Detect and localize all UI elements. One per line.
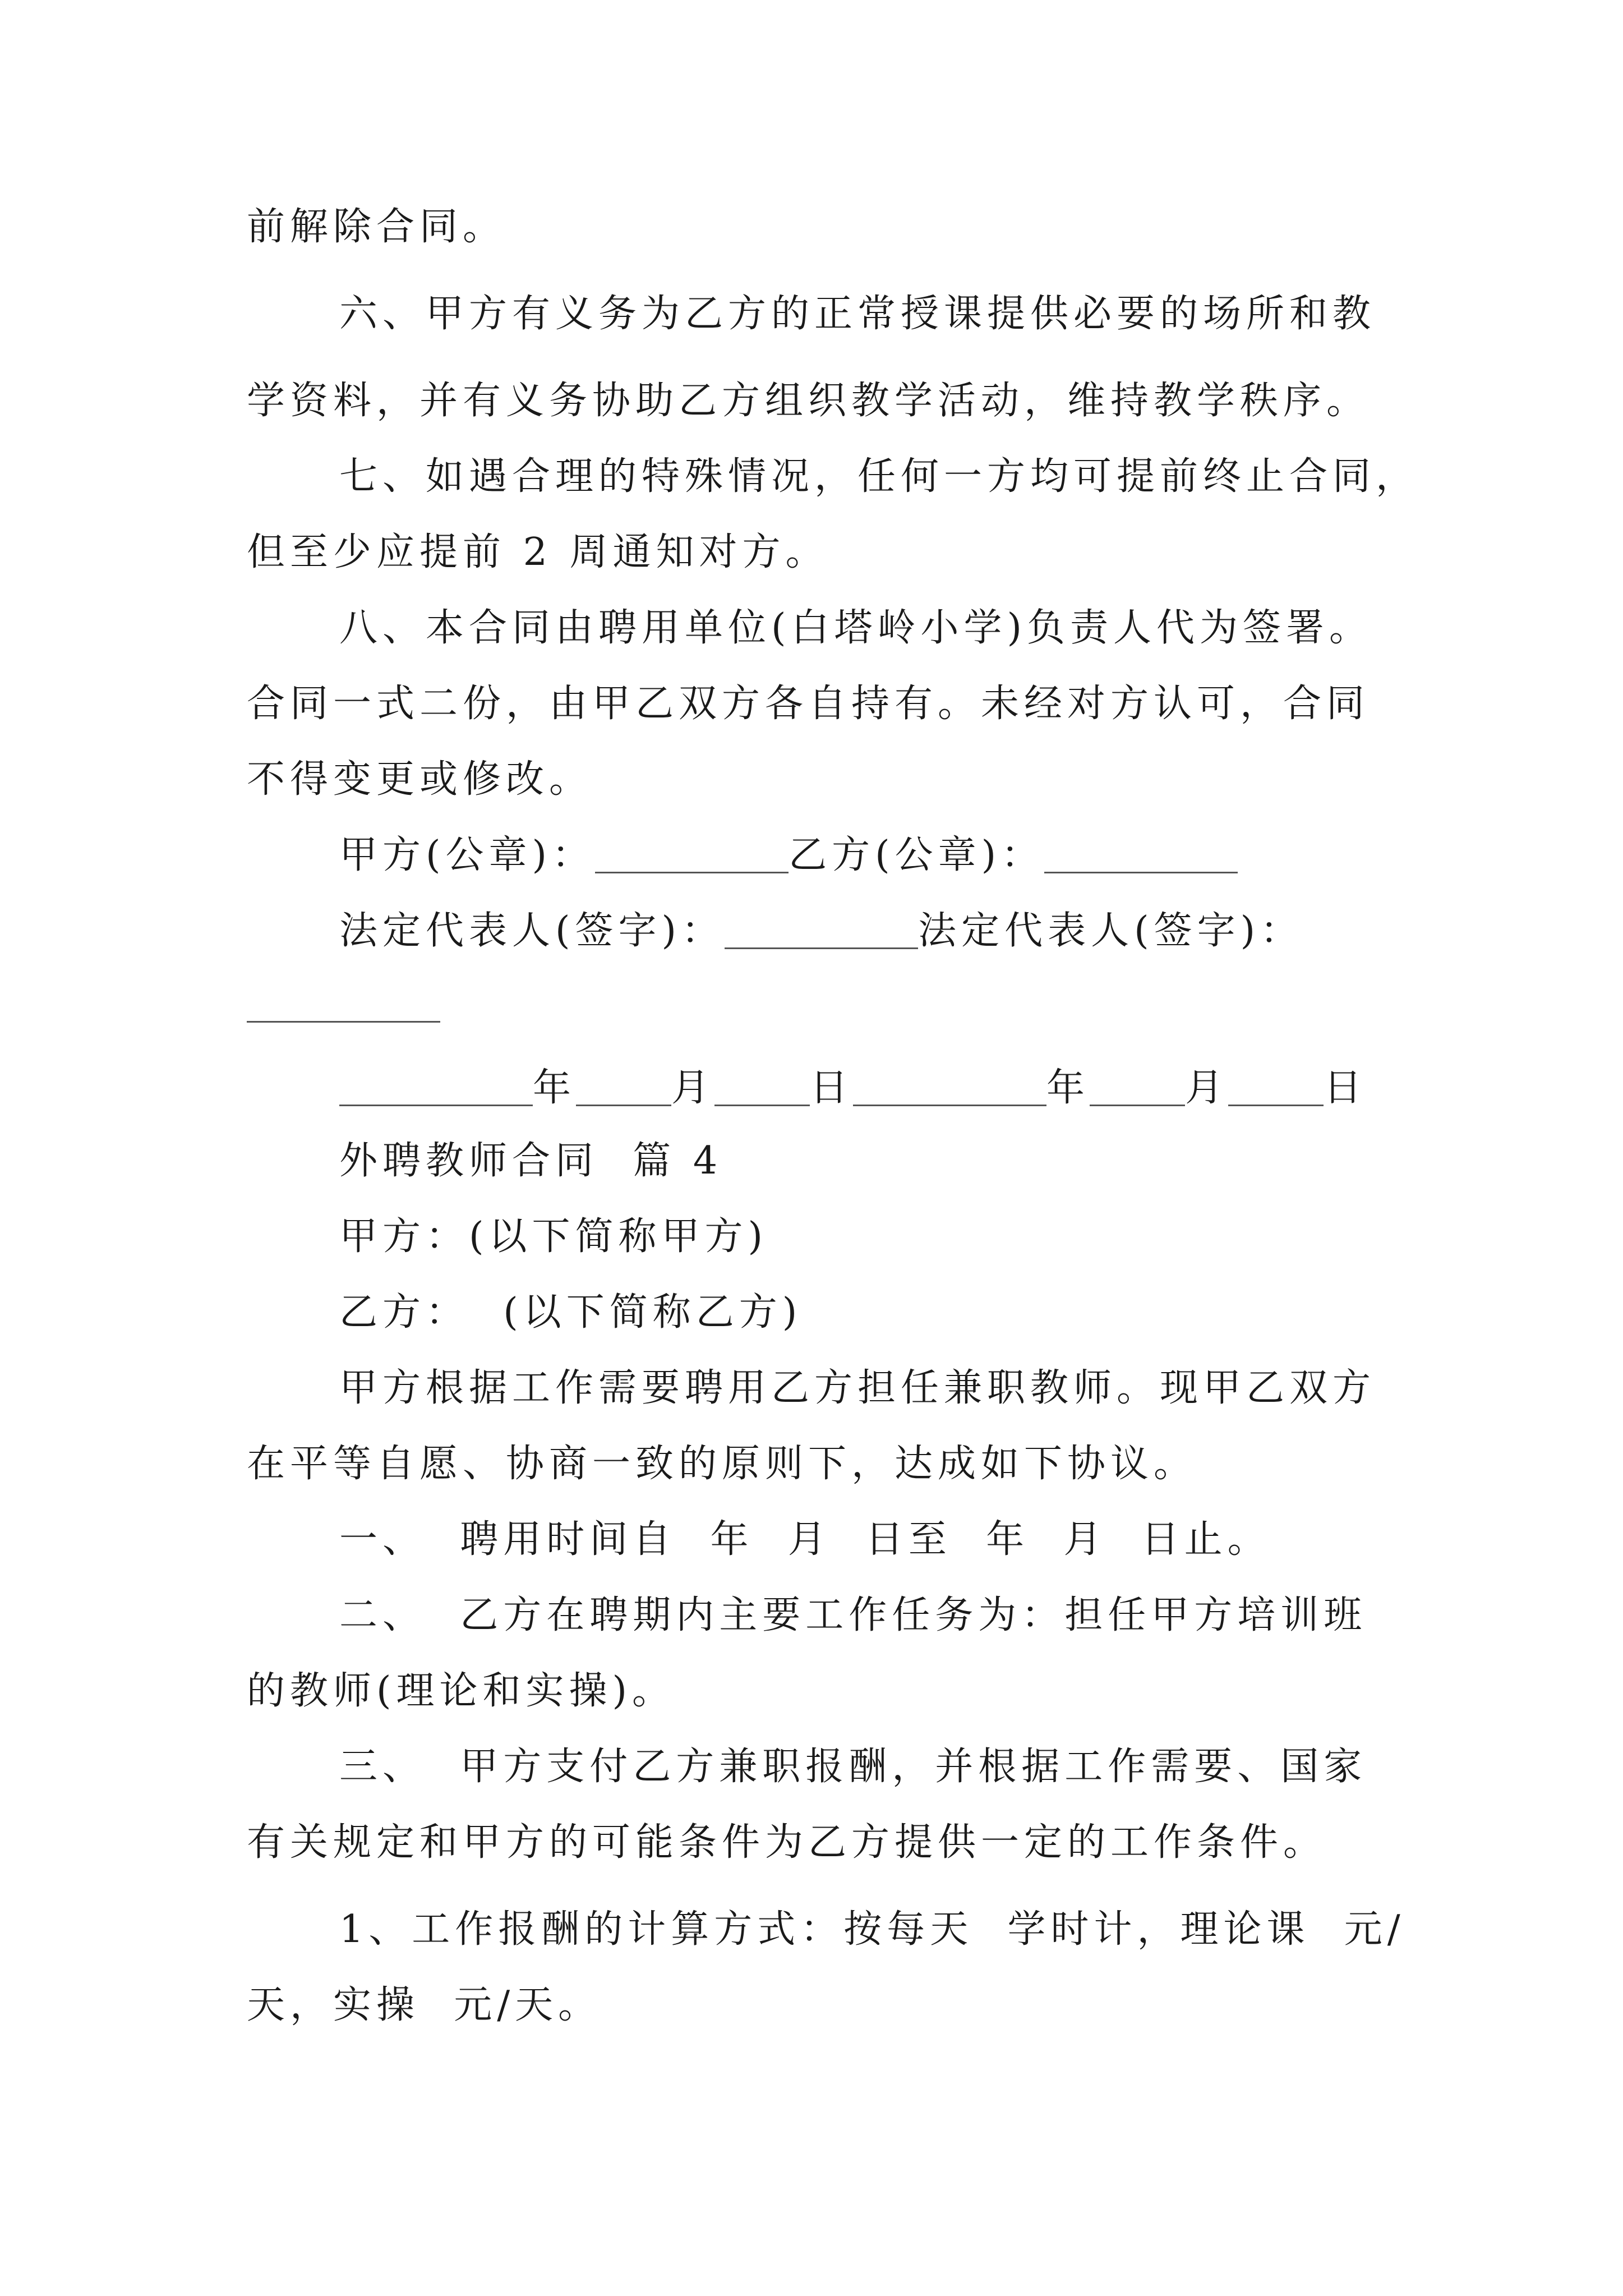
article-3-line-2: 有关规定和甲方的可能条件为乙方提供一定的工作条件。 (247, 1820, 1327, 1865)
party-a-line: 甲方：(以下简称甲方) (339, 1214, 768, 1259)
day-label-a: 日 (810, 1066, 854, 1110)
day-blank-a (714, 1065, 810, 1106)
day-blank-b (1228, 1065, 1324, 1106)
clause-8-line-1: 八、本合同由聘用单位(白塔岭小学)负责人代为签署。 (339, 606, 1373, 650)
date-row (339, 1060, 1367, 1116)
party-a-seal-blank (595, 832, 789, 873)
clause-7-line-2: 但至少应提前 2 周通知对方。 (247, 530, 829, 574)
party-b-line: 乙方： (以下简称乙方) (339, 1290, 803, 1335)
text-line: 前解除合同。 (247, 205, 506, 249)
month-blank-a (576, 1065, 671, 1106)
seal-row (339, 827, 1238, 884)
party-a-seal-label: 甲方(公章)： (339, 833, 596, 877)
section-title: 外聘教师合同 篇 4 (339, 1139, 723, 1183)
item-1-line-2: 天，实操 元/天。 (247, 1983, 602, 2027)
party-b-seal-blank (1044, 832, 1238, 873)
legal-rep-a-label: 法定代表人(签字)： (339, 909, 725, 953)
legal-rep-b-label: 法定代表人(签字)： (918, 909, 1304, 953)
month-label-a: 月 (671, 1066, 715, 1110)
clause-8-line-2: 合同一式二份，由甲乙双方各自持有。未经对方认可，合同 (247, 682, 1370, 726)
month-label-b: 月 (1185, 1066, 1229, 1110)
legal-rep-b-blank (247, 1021, 440, 1023)
clause-6-line-1: 六、甲方有义务为乙方的正常授课提供必要的场所和教 (339, 292, 1376, 336)
year-blank-b (853, 1065, 1046, 1106)
legal-rep-row (339, 903, 1303, 959)
preamble-line-2: 在平等自愿、协商一致的原则下，达成如下协议。 (247, 1442, 1197, 1486)
item-1-line-1: 1、工作报酬的计算方式：按每天 学时计，理论课 元/ (339, 1907, 1405, 1952)
article-3-line-1: 三、 甲方支付乙方兼职报酬，并根据工作需要、国家 (339, 1745, 1367, 1789)
clause-7-line-1: 七、如遇合理的特殊情况，任何一方均可提前终止合同， (339, 454, 1419, 499)
legal-rep-a-blank (725, 908, 918, 949)
preamble-line-1: 甲方根据工作需要聘用乙方担任兼职教师。现甲乙双方 (339, 1366, 1376, 1410)
party-b-seal-label: 乙方(公章)： (789, 833, 1045, 877)
year-label-b: 年 (1046, 1066, 1090, 1110)
clause-6-line-2: 学资料，并有义务协助乙方组织教学活动，维持教学秩序。 (247, 379, 1370, 423)
day-label-b: 日 (1324, 1066, 1367, 1110)
article-2-line-1: 二、 乙方在聘期内主要工作任务为：担任甲方培训班 (339, 1593, 1367, 1637)
clause-8-line-3: 不得变更或修改。 (247, 757, 593, 802)
year-blank-a (339, 1065, 533, 1106)
month-blank-b (1090, 1065, 1185, 1106)
article-1-line: 一、 聘用时间自 年 月 日至 年 月 日止。 (339, 1517, 1271, 1562)
year-label-a: 年 (533, 1066, 577, 1110)
article-2-line-2: 的教师(理论和实操)。 (247, 1669, 676, 1713)
